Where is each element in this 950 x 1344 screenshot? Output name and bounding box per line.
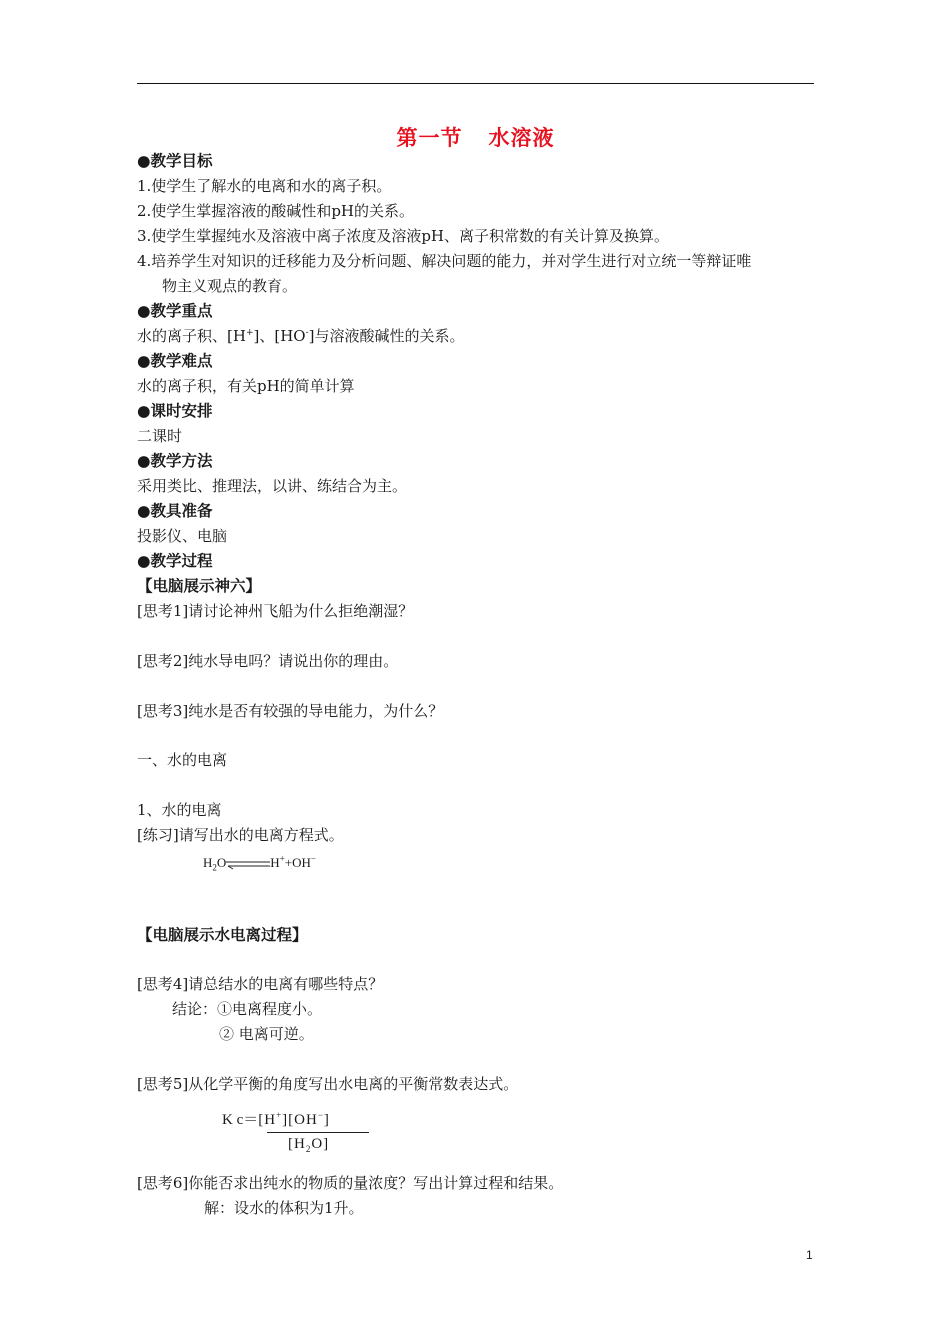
schedule-text: 二课时 xyxy=(137,427,183,445)
heading-objectives: ●教学目标 xyxy=(137,152,213,170)
objective-item: 物主义观点的教育。 xyxy=(162,277,298,295)
computer-show-shenliu: 【电脑展示神六】 xyxy=(137,577,262,595)
methods-text: 采用类比、推理法，以讲、练结合为主。 xyxy=(137,477,408,495)
heading-key-points: ●教学重点 xyxy=(137,302,213,320)
key-points-text: 水的离子积、[H+]、[HO-]与溶液酸碱性的关系。 xyxy=(137,327,465,345)
sub-heading-ionization: 1、水的电离 xyxy=(137,801,222,819)
heading-schedule: ●课时安排 xyxy=(137,402,213,420)
think-question-2: [思考2]纯水导电吗？请说出你的理由。 xyxy=(137,652,399,670)
title-section-number: 第一节 xyxy=(396,126,463,150)
heading-tools: ●教具准备 xyxy=(137,502,213,520)
think-question-1: [思考1]请讨论神州飞船为什么拒绝潮湿？ xyxy=(137,602,414,620)
practice-prompt: [练习]请写出水的电离方程式。 xyxy=(137,826,344,844)
objective-item: 4.培养学生对知识的迁移能力及分析问题、解决问题的能力，并对学生进行对立统一等辩证唯 xyxy=(137,252,752,270)
header-rule xyxy=(137,83,814,84)
page-number: 1 xyxy=(806,1248,813,1262)
tools-text: 投影仪、电脑 xyxy=(137,527,228,545)
think-question-6: [思考6]你能否求出纯水的物质的量浓度？写出计算过程和结果。 xyxy=(137,1174,564,1192)
computer-show-ionization: 【电脑展示水电离过程】 xyxy=(137,926,308,944)
think-question-4: [思考4]请总结水的电离有哪些特点？ xyxy=(137,975,384,993)
objective-item: 2.使学生掌握溶液的酸碱性和pH的关系。 xyxy=(137,202,414,220)
difficulties-text: 水的离子积，有关pH的简单计算 xyxy=(137,377,355,395)
conclusion-2: ② 电离可逆。 xyxy=(219,1025,314,1043)
heading-difficulties: ●教学难点 xyxy=(137,352,213,370)
objective-item: 1.使学生了解水的电离和水的离子积。 xyxy=(137,177,392,195)
part-heading-ionization: 一、水的电离 xyxy=(137,751,228,769)
fraction-bar xyxy=(267,1132,369,1133)
heading-process: ●教学过程 xyxy=(137,552,213,570)
solution-start: 解：设水的体积为1升。 xyxy=(204,1199,364,1217)
objective-item: 3.使学生掌握纯水及溶液中离子浓度及溶液pH、离子积常数的有关计算及换算。 xyxy=(137,227,669,245)
heading-methods: ●教学方法 xyxy=(137,452,213,470)
conclusion-1: 结论：①电离程度小。 xyxy=(172,1000,323,1018)
reversible-arrow-icon xyxy=(226,857,270,871)
think-question-3: [思考3]纯水是否有较强的导电能力，为什么？ xyxy=(137,702,444,720)
water-ionization-equation: $H_2O$ H++OH− xyxy=(203,853,316,873)
think-question-5: [思考5]从化学平衡的角度写出水电离的平衡常数表达式。 xyxy=(137,1075,519,1093)
title-topic: 水溶液 xyxy=(488,126,555,150)
page-title xyxy=(137,122,814,152)
equilibrium-constant-formula: K c＝[H+][OH−] $[H_2O]$ xyxy=(222,1108,330,1129)
